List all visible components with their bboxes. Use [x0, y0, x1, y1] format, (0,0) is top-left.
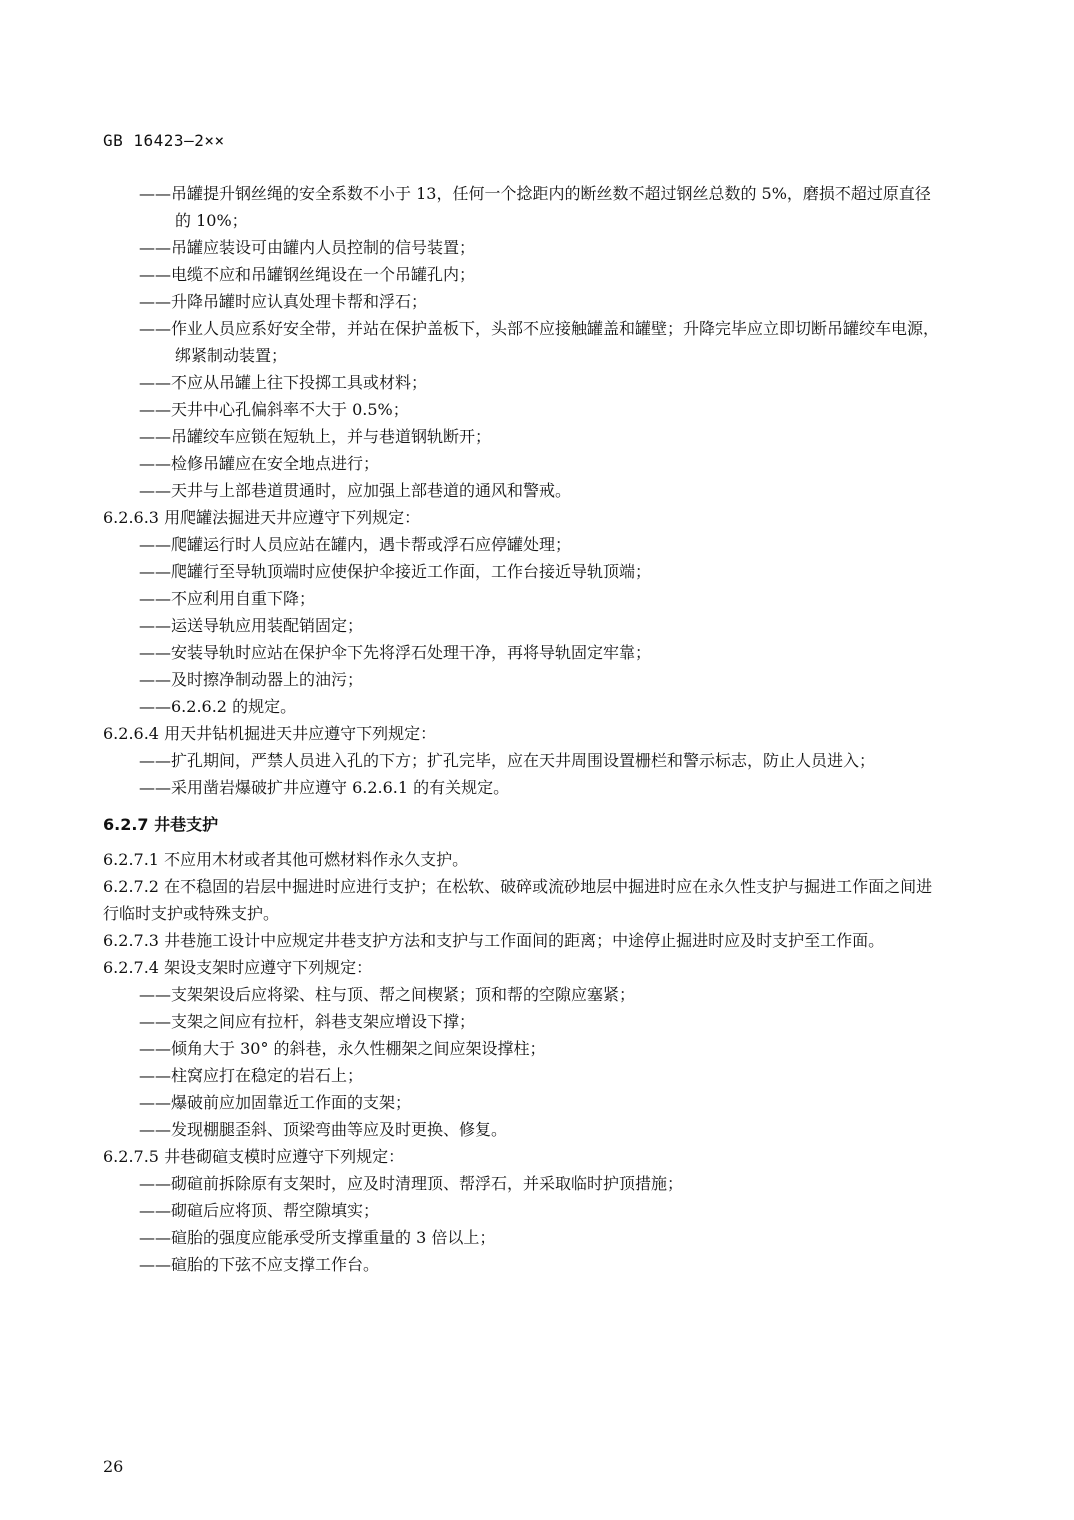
clause: 6.2.7.1 不应用木材或者其他可燃材料作永久支护。 [103, 850, 469, 869]
list-item: ——砌碹前拆除原有支架时，应及时清理顶、帮浮石，并采取临时护顶措施； [139, 1174, 684, 1193]
clause: 6.2.7.5 井巷砌碹支模时应遵守下列规定： [103, 1147, 405, 1166]
list-item: ——吊罐绞车应锁在短轨上，并与巷道钢轨断开； [139, 427, 492, 446]
clause: 6.2.7.3 井巷施工设计中应规定井巷支护方法和支护与工作面间的距离；中途停止掘进时应及时支护至工作面。 [103, 931, 885, 950]
section-heading: 6.2.7 井巷支护 [103, 815, 219, 834]
list-item: ——倾角大于 30° 的斜巷，永久性棚架之间应架设撑柱； [139, 1039, 546, 1058]
list-item: ——不应从吊罐上往下投掷工具或材料； [139, 373, 428, 392]
list-item: ——天井与上部巷道贯通时，应加强上部巷道的通风和警戒。 [139, 481, 572, 500]
clause: 6.2.6.3 用爬罐法掘进天井应遵守下列规定： [103, 508, 421, 527]
list-item: ——电缆不应和吊罐钢丝绳设在一个吊罐孔内； [139, 265, 476, 284]
document-header [103, 131, 225, 150]
list-item: ——作业人员应系好安全带，并站在保护盖板下，头部不应接触罐盖和罐壁；升降完毕应立即切断吊罐绞车电源，绑紧制动装置； [139, 319, 940, 365]
list-item: ——升降吊罐时应认真处理卡帮和浮石； [139, 292, 428, 311]
list-item: ——及时擦净制动器上的油污； [139, 670, 364, 689]
list-item: ——检修吊罐应在安全地点进行； [139, 454, 380, 473]
standard-number: GB 16423—2×× [103, 131, 225, 150]
list-item: ——爬罐行至导轨顶端时应使保护伞接近工作面，工作台接近导轨顶端； [139, 562, 652, 581]
list-item: ——6.2.6.2 的规定。 [139, 697, 297, 716]
page-number: 26 [103, 1457, 124, 1476]
list-item: ——安装导轨时应站在保护伞下先将浮石处理干净，再将导轨固定牢靠； [139, 643, 652, 662]
list-item: ——采用凿岩爆破扩井应遵守 6.2.6.1 的有关规定。 [139, 778, 510, 797]
document-body [103, 180, 943, 1278]
list-item: ——不应利用自重下降； [139, 589, 316, 608]
list-item: ——运送导轨应用装配销固定； [139, 616, 364, 635]
list-item: ——吊罐提升钢丝绳的安全系数不小于 13，任何一个捻距内的断丝数不超过钢丝总数的 5%，磨损不超过原直径的 10%； [139, 184, 931, 230]
list-item: ——砌碹后应将顶、帮空隙填实； [139, 1201, 380, 1220]
list-item: ——发现棚腿歪斜、顶梁弯曲等应及时更换、修复。 [139, 1120, 508, 1139]
list-item: ——支架架设后应将梁、柱与顶、帮之间楔紧；顶和帮的空隙应塞紧； [139, 985, 636, 1004]
list-item: ——爆破前应加固靠近工作面的支架； [139, 1093, 412, 1112]
list-item: ——天井中心孔偏斜率不大于 0.5%； [139, 400, 409, 419]
list-item: ——吊罐应装设可由罐内人员控制的信号装置； [139, 238, 476, 257]
list-item: ——爬罐运行时人员应站在罐内，遇卡帮或浮石应停罐处理； [139, 535, 572, 554]
list-item: ——碹胎的强度应能承受所支撑重量的 3 倍以上； [139, 1228, 496, 1247]
list-item: ——柱窝应打在稳定的岩石上； [139, 1066, 364, 1085]
list-item: ——支架之间应有拉杆，斜巷支架应增设下撑； [139, 1012, 476, 1031]
clause: 6.2.7.4 架设支架时应遵守下列规定： [103, 958, 373, 977]
list-item: ——碹胎的下弦不应支撑工作台。 [139, 1255, 380, 1274]
clause: 6.2.6.4 用天井钻机掘进天井应遵守下列规定： [103, 724, 437, 743]
list-item: ——扩孔期间，严禁人员进入孔的下方；扩孔完毕，应在天井周围设置栅栏和警示标志，防止人员进入； [139, 751, 876, 770]
clause: 6.2.7.2 在不稳固的岩层中掘进时应进行支护；在松软、破碎或流砂地层中掘进时应在永久性支护与掘进工作面之间进行临时支护或特殊支护。 [103, 877, 933, 923]
